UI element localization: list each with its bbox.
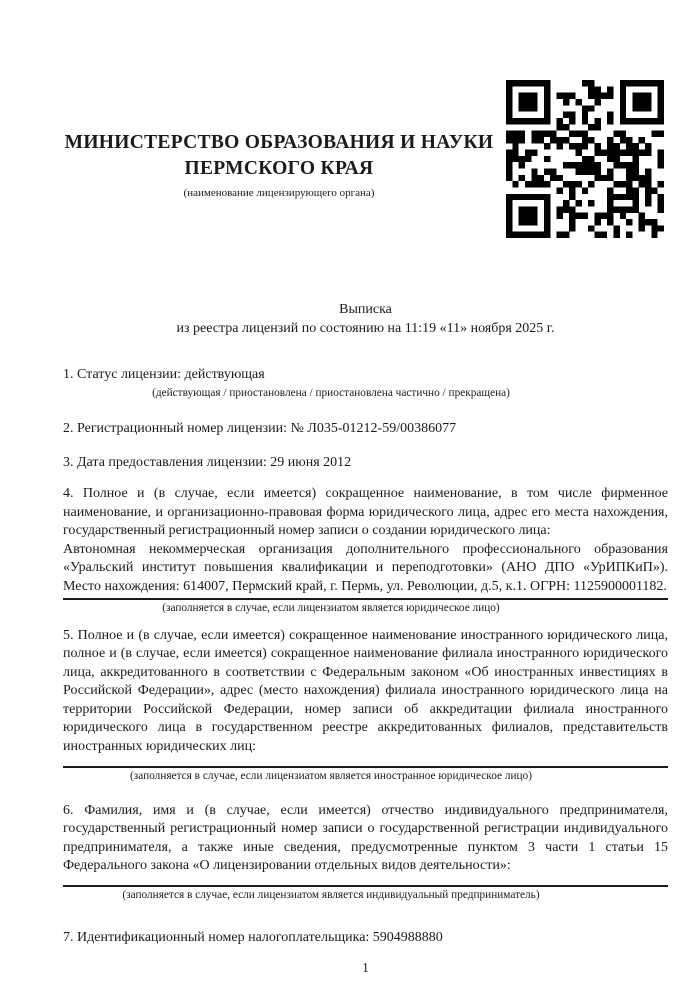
field-individual-entrepreneur-caption: (заполняется в случае, если лицензиатом является индивидуальный предприниматель) bbox=[122, 888, 540, 901]
field-license-status: 1. Статус лицензии: действующая bbox=[63, 367, 265, 382]
field-foreign-entity-caption: (заполняется в случае, если лицензиатом является иностранное юридическое лицо) bbox=[130, 770, 532, 782]
field-license-status-options-caption: (действующая / приостановлена / приостановлена частично / прекращена) bbox=[152, 386, 510, 399]
document-title bbox=[63, 301, 668, 338]
title-line2: из реестра лицензий по состоянию на 11:19 «11» ноября 2025 г. bbox=[176, 320, 555, 336]
field-foreign-entity-label: 5. Полное и (в случае, если имеется) сокращенное наименование иностранного юридического лица, полное и (в случае, если имеется) сокращенное наименование филиала иностранного юридического лица, аккредитованного в соответствии с Федеральным законом «Об иностранных инвестициях в Российской Федерации», адрес (место нахождения) филиала иностранного юридического лица на территории Российской Федерации, номер записи об аккредитации филиала иностранного юридического лица в государственном реестре аккредитованных филиалов, представительств иностранных юридических лиц: bbox=[63, 627, 668, 754]
field-individual-entrepreneur-underline bbox=[63, 885, 668, 887]
field-legal-entity-caption: (заполняется в случае, если лицензиатом является юридическое лицо) bbox=[162, 602, 500, 614]
field-foreign-entity-underline bbox=[63, 766, 668, 768]
title-line1: Выписка bbox=[339, 302, 392, 317]
field-legal-entity-underline bbox=[63, 598, 668, 600]
licensing-authority-header bbox=[63, 130, 495, 182]
field-legal-entity-value: Автономная некоммерческая организация дополнительного профессионального образования «Уральский институт повышения квалификации и переподготовки» (АНО ДПО «УрИПКиП»). Место нахождения: 614007, Пермский край, г. Пермь, ул. Революции, д.5, к.1. ОГРН: 1125900001182. bbox=[63, 541, 668, 594]
ministry-name-line1: МИНИСТЕРСТВО ОБРАЗОВАНИЯ И НАУКИ bbox=[64, 132, 494, 153]
page-number: 1 bbox=[362, 959, 369, 975]
field-registration-number: 2. Регистрационный номер лицензии: № Л035-01212-59/00386077 bbox=[63, 421, 457, 436]
ministry-name-line2: ПЕРМСКОГО КРАЯ bbox=[184, 158, 374, 179]
licensing-authority-caption: (наименование лицензирующего органа) bbox=[183, 187, 375, 199]
document-content bbox=[63, 0, 668, 976]
field-individual-entrepreneur-label: 6. Фамилия, имя и (в случае, если имеется) отчество индивидуального предпринимателя, государственный регистрационный номер записи о государственной регистрации индивидуального предпринимателя, а также иные сведения, предусмотренные пунктом 3 части 1 статьи 15 Федерального закона «О лицензировании отдельных видов деятельности»: bbox=[63, 802, 668, 873]
field-legal-entity-label: 4. Полное и (в случае, если имеется) сокращенное наименование, в том числе фирменное наименование, и организационно-правовая форма юридического лица, адрес его места нахождения, государственный регистрационный номер записи о создании юридического лица: bbox=[63, 486, 668, 538]
field-grant-date: 3. Дата предоставления лицензии: 29 июня 2012 bbox=[63, 454, 352, 470]
field-taxpayer-number: 7. Идентификационный номер налогоплательщика: 5904988880 bbox=[63, 930, 443, 945]
